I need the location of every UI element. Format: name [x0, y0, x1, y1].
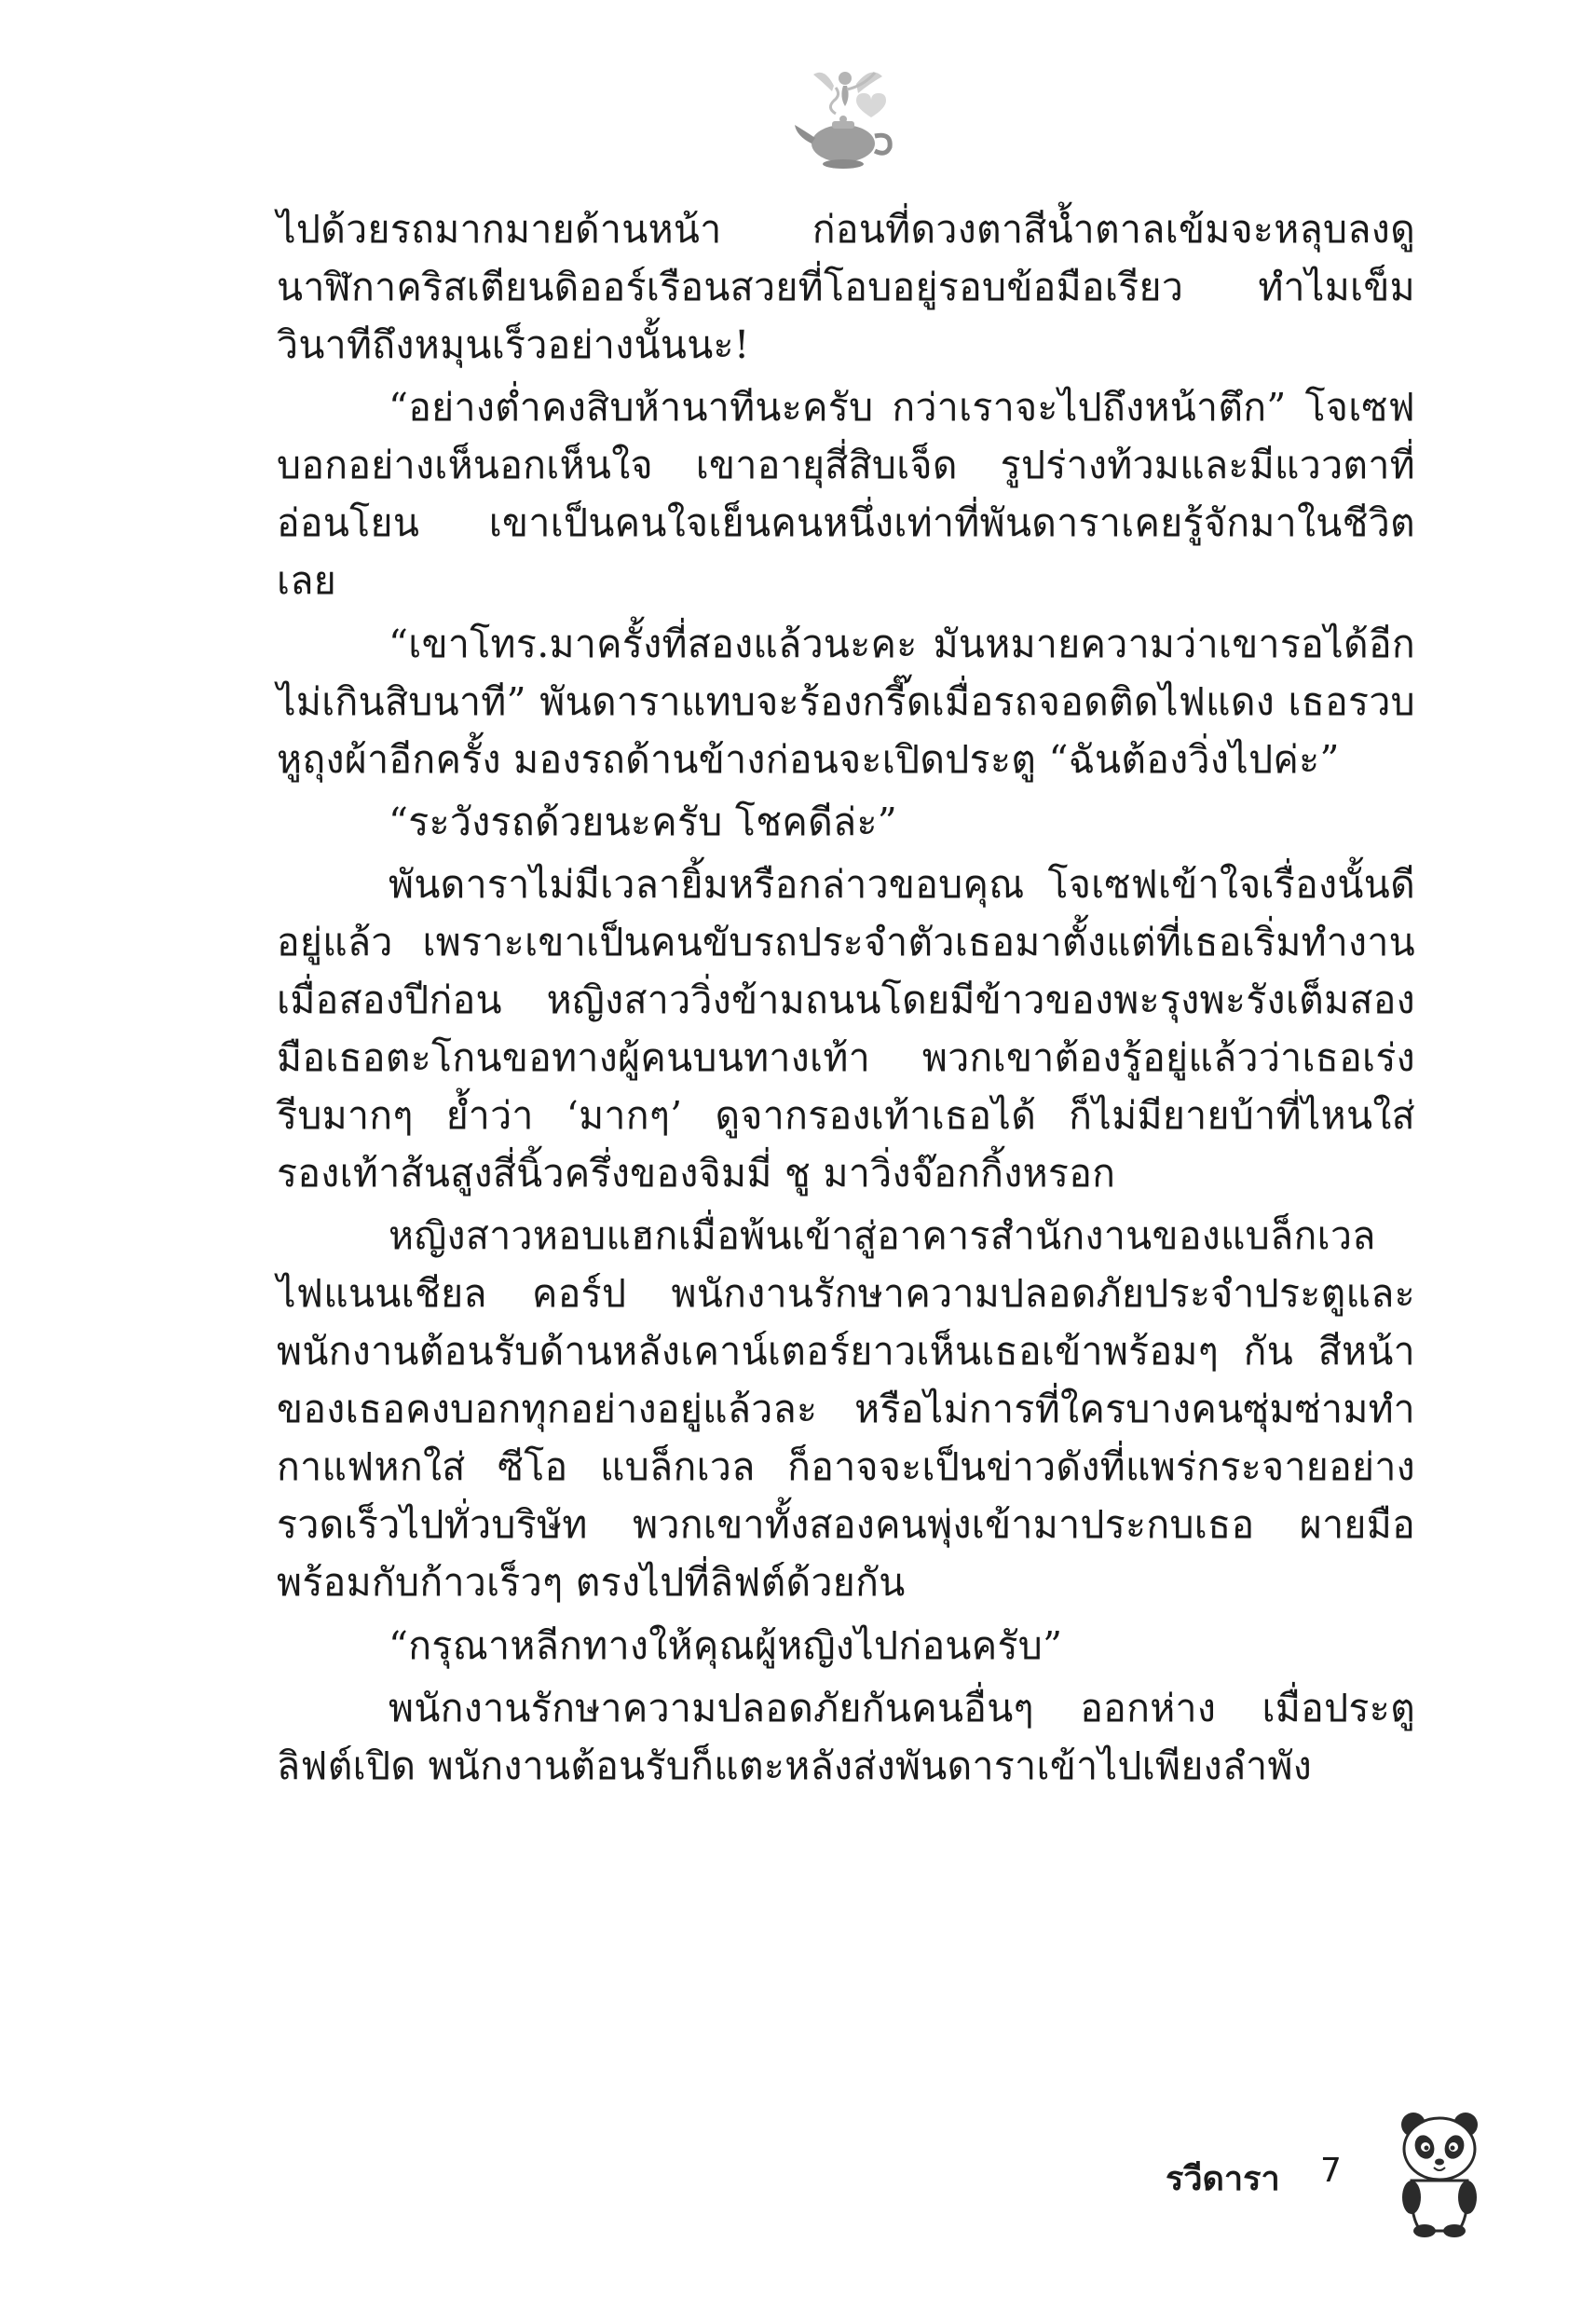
- teapot-fairy-icon: [778, 58, 908, 188]
- panda-icon: [1393, 2108, 1486, 2238]
- paragraph: “กรุณาหลีกทางให้คุณผู้หญิงไปก่อนครับ”: [389, 1622, 1063, 1668]
- paragraph: พันดาราไม่มีเวลายิ้มหรือกล่าวขอบคุณ โจเซฟเข้าใจเรื่องนั้นดีอยู่แล้ว เพราะเขาเป็นคนขับรถประจำตัวเธอมาตั้งแต่ที่เธอเริ่มทำงานเมื่อสองปีก่อน หญิงสาววิ่งข้ามถนนโดยมีข้าวของพะรุงพะรังเต็มสองมือเธอตะโกนขอทางผู้คนบนทางเท้า พวกเขาต้องรู้อยู่แล้วว่าเธอเร่งรีบมากๆ ย้ำว่า ‘มากๆ’ ดูจากรองเท้าเธอได้ ก็ไม่มียายบ้าที่ไหนใส่รองเท้าส้นสูงสี่นิ้วครึ่งของจิมมี่ ชู มาวิ่งจ๊อกกิ้งหรอก: [277, 862, 1415, 1197]
- book-title: รวีดารา: [1166, 2160, 1280, 2198]
- paragraph: หญิงสาวหอบแฮกเมื่อพ้นเข้าสู่อาคารสำนักงานของแบล็กเวลไฟแนนเชียล คอร์ป พนักงานรักษาความปลอดภัยประจำประตูและพนักงานต้อนรับด้านหลังเคาน์เตอร์ยาวเห็นเธอเข้าพร้อมๆ กัน สีหน้าของเธอคงบอกทุกอย่างอยู่แล้วละ หรือไม่การที่ใครบางคนซุ่มซ่ามทำกาแฟหกใส่ ซีโอ แบล็กเวล ก็อาจจะเป็นข่าวดังที่แพร่กระจายอย่างรวดเร็วไปทั่วบริษัท พวกเขาทั้งสองคนพุ่งเข้ามาประกบเธอ ผายมือพร้อมกับก้าวเร็วๆ ตรงไปที่ลิฟต์ด้วยกัน: [277, 1213, 1415, 1606]
- chapter-text: [277, 200, 1415, 1799]
- paragraph: ไปด้วยรถมากมายด้านหน้า ก่อนที่ดวงตาสีน้ำตาลเข้มจะหลุบลงดูนาฬิกาคริสเตียนดิออร์เรือนสวยที่โอบอยู่รอบข้อมือเรียว ทำไมเข็มวินาทีถึงหมุนเร็วอย่างนั้นนะ!: [277, 207, 1415, 367]
- paragraph: “ระวังรถด้วยนะครับ โชคดีล่ะ”: [389, 799, 898, 844]
- paragraph: “อย่างต่ำคงสิบห้านาทีนะครับ กว่าเราจะไปถึงหน้าตึก” โจเซฟบอกอย่างเห็นอกเห็นใจ เขาอายุสี่สิบเจ็ด รูปร่างท้วมและมีแววตาที่อ่อนโยน เขาเป็นคนใจเย็นคนหนึ่งเท่าที่พันดาราเคยรู้จักมาในชีวิตเลย: [277, 385, 1415, 604]
- paragraph: “เขาโทร.มาครั้งที่สองแล้วนะคะ มันหมายความว่าเขารอได้อีกไม่เกินสิบนาที” พันดาราแทบจะร้องกรี๊ดเมื่อรถจอดติดไฟแดง เธอรวบหูถุงผ้าอีกครั้ง มองรถด้านข้างก่อนจะเปิดประตู “ฉันต้องวิ่งไปค่ะ”: [277, 621, 1415, 782]
- page-number: 7: [1320, 2152, 1342, 2190]
- paragraph: พนักงานรักษาความปลอดภัยกันคนอื่นๆ ออกห่าง เมื่อประตูลิฟต์เปิด พนักงานต้อนรับก็แตะหลังส่งพันดาราเข้าไปเพียงลำพัง: [277, 1686, 1415, 1789]
